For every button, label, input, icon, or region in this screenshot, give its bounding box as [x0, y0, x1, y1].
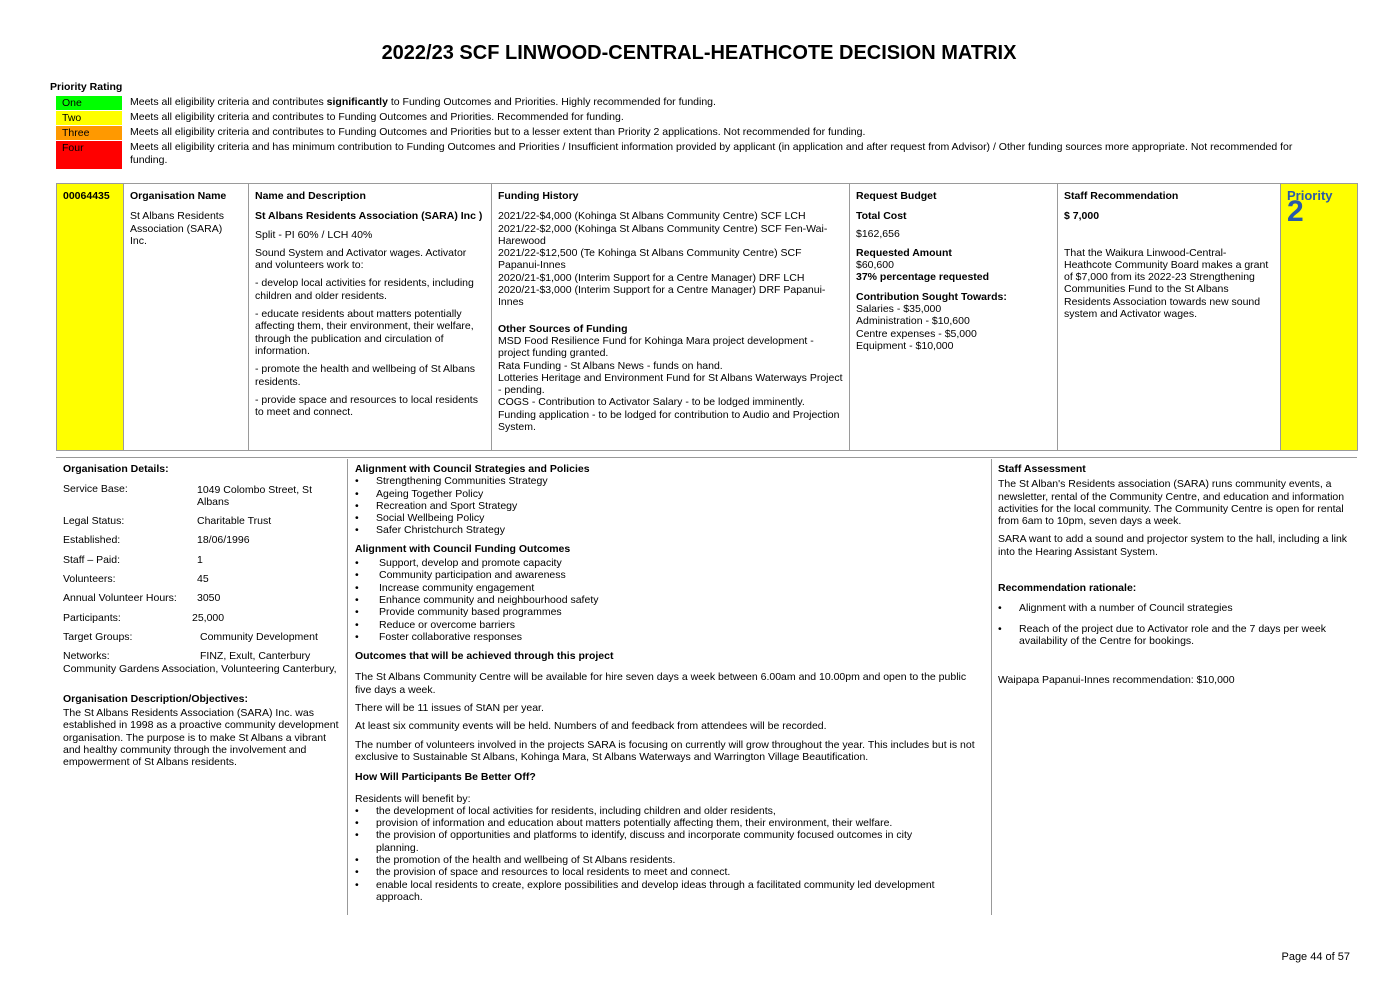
contribution-item: Administration - $10,600 — [856, 315, 970, 328]
list-item: • Safer Christchurch Strategy — [355, 524, 985, 536]
org-detail-row: Participants: 25,000 — [63, 611, 225, 624]
list-item: • Social Wellbeing Policy — [355, 512, 985, 524]
org-name-cell — [124, 184, 249, 451]
name-description-cell — [249, 184, 492, 451]
funding-outcomes-header: Alignment with Council Funding Outcomes — [355, 542, 571, 555]
other-source-item: Lotteries Heritage and Environment Fund for St Albans Waterways Project - pending. — [498, 371, 843, 397]
better-off-intro: Residents will benefit by: — [355, 792, 471, 805]
list-item: • Enhance community and neighbourhood safety — [355, 594, 985, 606]
priority-value: 2 — [1287, 195, 1304, 229]
column-divider — [347, 459, 348, 915]
org-detail-label: Service Base: — [63, 483, 128, 496]
better-off-header: How Will Participants Be Better Off? — [355, 771, 536, 784]
staff-assessment-para: SARA want to add a sound and projector system to the hall, including a link into the Hearing Assistant System. — [998, 533, 1348, 558]
org-detail-row: Networks: FINZ, Exult, Canterbury Community Gardens Association, Volunteering Canterbury, — [63, 650, 337, 675]
org-detail-row: Annual Volunteer Hours: 3050 — [63, 592, 221, 605]
funding-split: Split - PI 60% / LCH 40% — [255, 228, 373, 241]
rationale-list — [998, 602, 1352, 647]
org-detail-row: Staff – Paid: 1 — [63, 553, 203, 566]
org-name-header: Organisation Name — [130, 190, 227, 202]
staff-recommendation-cell — [1058, 184, 1281, 451]
description-item: - educate residents about matters potentially affecting them, their environment, their welfare, through the publication and circulation of information. — [255, 308, 474, 357]
priority-desc-two: Meets all eligibility criteria and contributes to Funding Outcomes and Priorities. Recommended for funding. — [130, 111, 624, 123]
org-description: The St Albans Residents Association (SARA) Inc. was established in 1998 as a proactive community development organisation. The purpose is to make St Albans a vibrant and healthy community through the involvement and empowerment of St Albans residents. — [63, 707, 339, 769]
total-cost-value: $162,656 — [856, 227, 900, 240]
better-off-list — [355, 805, 955, 903]
priority-rating-heading: Priority Rating — [50, 81, 123, 93]
org-detail-value: 1049 Colombo Street, St Albans — [197, 483, 312, 508]
funding-history-item: 2021/22-$2,000 (Kohinga St Albans Community Centre) SCF Fen-Wai-Harewood — [498, 222, 828, 247]
list-item: • Foster collaborative responses — [355, 631, 985, 643]
contribution-item: Salaries - $35,000 — [856, 303, 942, 316]
org-description-header: Organisation Description/Objectives: — [63, 692, 248, 705]
priority-rating-legend — [56, 96, 1316, 170]
list-item: • Community participation and awareness — [355, 569, 985, 581]
priority-swatch-two: Two — [56, 111, 122, 125]
list-item: • provision of information and education about matters potentially affecting them, their environment, their welfare. — [355, 817, 955, 829]
priority-level-two — [56, 111, 1316, 125]
other-source-item: MSD Food Resilience Fund for Kohinga Mara project development - project funding granted. — [498, 334, 814, 360]
org-detail-row: Legal Status: Charitable Trust — [63, 515, 272, 528]
list-item: • Reach of the project due to Activator role and the 7 days per week availability of the Centre for bookings. — [998, 623, 1352, 648]
request-budget-cell — [850, 184, 1058, 451]
requested-amount-label: Requested Amount — [856, 246, 952, 259]
contribution-item: Centre expenses - $5,000 — [856, 327, 977, 340]
priority-desc-three: Meets all eligibility criteria and contributes to Funding Outcomes and Priorities but to a lesser extent than Priority 2 applications. Not recommended for funding. — [130, 126, 866, 138]
description-item: - promote the health and wellbeing of St Albans residents. — [255, 363, 476, 388]
page-title: 2022/23 SCF LINWOOD-CENTRAL-HEATHCOTE DECISION MATRIX — [381, 42, 1017, 64]
column-divider — [991, 459, 992, 915]
priority-level-three — [56, 126, 1316, 140]
org-name: St Albans Residents Association (SARA) Inc. — [130, 210, 224, 247]
other-source-item: Rata Funding - St Albans News - funds on hand. — [498, 359, 723, 372]
staff-recommendation-amount: $ 7,000 — [1064, 210, 1100, 223]
priority-desc-one: Meets all eligibility criteria and contributes significantly to Funding Outcomes and Priorities. Highly recommended for funding. — [130, 96, 716, 108]
staff-recommendation-text: That the Waikura Linwood-Central-Heathcote Community Board makes a grant of $7,000 from its 2022-23 Strengthening Communities Fund to the St Albans Residents Association towards new sound system and Activator wages. — [1064, 246, 1269, 321]
funding-history-item: 2021/22-$4,000 (Kohinga St Albans Community Centre) SCF LCH — [498, 210, 806, 223]
priority-swatch-one: One — [56, 96, 122, 110]
other-source-item: COGS - Contribution to Activator Salary - to be lodged imminently. — [498, 396, 805, 409]
list-item: • the provision of space and resources to local residents to meet and connect. — [355, 866, 955, 878]
list-item: • enable local residents to create, explore possibilities and develop ideas through a facilitated community led development approach. — [355, 879, 955, 904]
priority-swatch-three: Three — [56, 126, 122, 140]
list-item: • the development of local activities for residents, including children and older residents, — [355, 805, 955, 817]
application-id: 00064435 — [63, 190, 110, 202]
percentage-requested: 37% percentage requested — [856, 271, 990, 284]
other-board-recommendation: Waipapa Papanui-Innes recommendation: $10,000 — [998, 674, 1235, 687]
application-table — [56, 183, 1358, 451]
section-divider — [56, 457, 1357, 458]
description-item: - provide space and resources to local residents to meet and connect. — [255, 393, 478, 419]
org-details-header: Organisation Details: — [63, 463, 169, 475]
priority-level-one — [56, 96, 1316, 110]
funding-history-cell — [492, 184, 850, 451]
list-item: • Recreation and Sport Strategy — [355, 500, 985, 512]
staff-assessment — [998, 463, 1352, 687]
list-item: • Increase community engagement — [355, 582, 985, 594]
list-item: • Strengthening Communities Strategy — [355, 475, 985, 487]
project-name: St Albans Residents Association (SARA) Inc ) — [255, 210, 483, 223]
application-id-cell — [57, 184, 124, 451]
list-item: • Alignment with a number of Council strategies — [998, 602, 1352, 614]
priority-header: Priority — [1287, 188, 1333, 203]
list-item: • the provision of opportunities and platforms to identify, discuss and incorporate community focused outcomes in city planning. — [355, 829, 955, 854]
description-item: - develop local activities for residents, including children and older residents. — [255, 277, 474, 302]
funding-history-item: 2020/21-$3,000 (Interim Support for a Centre Manager) DRF Papanui-Innes — [498, 284, 826, 309]
list-item: • Support, develop and promote capacity — [355, 557, 985, 569]
total-cost-label: Total Cost — [856, 210, 907, 223]
requested-amount-value: $60,600 — [856, 259, 894, 272]
page-number: Page 44 of 57 — [1281, 951, 1350, 963]
contribution-header: Contribution Sought Towards: — [856, 290, 1007, 303]
staff-assessment-para: The St Alban's Residents association (SARA) runs community events, a newsletter, rental of the Community Centre, and education and information activities for the local community. The Community Centre is open for rental from 6am to 10pm, seven days a week. — [998, 478, 1345, 528]
contribution-item: Equipment - $10,000 — [856, 339, 954, 352]
alignment-section — [355, 463, 985, 903]
staff-recommendation-header: Staff Recommendation — [1064, 190, 1179, 202]
organisation-details — [63, 463, 343, 769]
funding-outcomes-list — [355, 557, 985, 643]
funding-history-item: 2020/21-$1,000 (Interim Support for a Centre Manager) DRF LCH — [498, 271, 805, 284]
funding-history-item: 2021/22-$12,500 (Te Kohinga St Albans Community Centre) SCF Papanui-Innes — [498, 247, 802, 272]
org-detail-row: Established: 18/06/1996 — [63, 534, 250, 547]
org-detail-row: Target Groups: Community Development — [63, 630, 318, 643]
staff-assessment-header: Staff Assessment — [998, 463, 1086, 475]
achieve-header: Outcomes that will be achieved through this project — [355, 650, 614, 663]
list-item: • Provide community based programmes — [355, 606, 985, 618]
achieve-item: The St Albans Community Centre will be available for hire seven days a week between 6.00am and 10.00pm and open to the public five days a week. — [355, 671, 967, 696]
priority-desc-four: Meets all eligibility criteria and has minimum contribution to Funding Outcomes and Priorities / Insufficient information provided by applicant (in application and after request from Advisor) / Other funding sources more appropriate. Not recommended for funding. — [130, 141, 1293, 166]
achieve-item: There will be 11 issues of StAN per year. — [355, 702, 544, 715]
description-intro: Sound System and Activator wages. Activator and volunteers work to: — [255, 246, 467, 272]
strategies-list — [355, 475, 985, 536]
achieve-item: At least six community events will be held. Numbers of and feedback from attendees will be recorded. — [355, 720, 827, 733]
request-budget-header: Request Budget — [856, 190, 937, 202]
priority-swatch-four: Four — [56, 141, 122, 169]
priority-level-four — [56, 141, 1316, 169]
org-detail-row: Volunteers: 45 — [63, 573, 209, 586]
name-description-header: Name and Description — [255, 190, 366, 202]
list-item: • Ageing Together Policy — [355, 488, 985, 500]
list-item: • Reduce or overcome barriers — [355, 619, 985, 631]
achieve-item: The number of volunteers involved in the projects SARA is focusing on currently will grow throughout the year. This includes but is not exclusive to Sustainable St Albans, Kohinga Mara, St Albans Waterways and Warrington Village Beautification. — [355, 738, 975, 763]
other-sources-header: Other Sources of Funding — [498, 322, 628, 335]
strategies-header: Alignment with Council Strategies and Policies — [355, 463, 590, 475]
rationale-header: Recommendation rationale: — [998, 582, 1137, 595]
other-source-item: Funding application - to be lodged for contribution to Audio and Projection System. — [498, 408, 840, 434]
list-item: • the promotion of the health and wellbeing of St Albans residents. — [355, 854, 955, 866]
priority-cell — [1281, 184, 1358, 451]
funding-history-header: Funding History — [498, 190, 579, 202]
